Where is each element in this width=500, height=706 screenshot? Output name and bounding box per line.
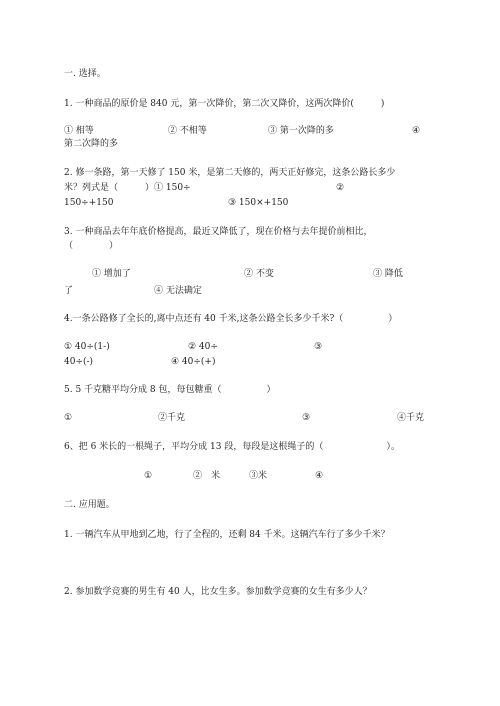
q6-option-3: ③米 <box>249 471 268 481</box>
q6-option-1: ① <box>144 471 153 481</box>
section1-title: 一. 选择。 <box>64 69 106 79</box>
q3-option-4: ④ 无法确定 <box>154 286 202 296</box>
q4-option-4: ④ 40÷(+) <box>171 357 216 367</box>
q2-line-1: 2. 修一条路，第一天修了 150 米，是第二天修的，两天正好修完，这条公路长多少 <box>64 168 396 178</box>
q4-option-1: ① 40÷(1-) <box>64 342 110 352</box>
q3-line-1: 3. 一种商品去年年底价格提高，最近又降低了，现在价格与去年提价前相比， <box>64 227 373 237</box>
q2-option-3: ③ 150×+150 <box>228 198 289 208</box>
q1-option-3: ③ 第一次降的多 <box>268 126 334 136</box>
q3-option-1: ① 增加了 <box>92 269 131 279</box>
q3-option-2: ② 不变 <box>244 269 274 279</box>
q4-option-2: ② 40÷ <box>188 342 218 352</box>
q1-option-2: ② 不相等 <box>168 126 207 136</box>
q5-text: 5. 5 千克糖平均分成 8 包，每包糖重（ ） <box>64 385 276 395</box>
app-q1-text: 1. 一辆汽车从甲地到乙地，行了全程的，还剩 84 千米。这辆汽车行了多少千米？ <box>64 530 390 540</box>
q5-option-1: ① <box>64 413 73 423</box>
q5-option-4: ④千克 <box>397 413 425 423</box>
q4-option-3: ③ <box>314 342 323 352</box>
q2-line-2: 米？列式是（ ）① 150÷ <box>64 183 191 193</box>
q4-text: 4.一条公路修了全长的,离中点还有 40 千米,这条公路全长多少千米?（ ） <box>64 314 398 324</box>
q6-text: 6、把 6 米长的一根绳子，平均分成 13 段，每段是这根绳子的（ ）。 <box>64 442 400 452</box>
q3-answer-blank: （ ） <box>64 241 119 251</box>
q6-option-4: ④ <box>315 471 324 481</box>
q2-option-2: ② <box>336 183 345 193</box>
q3-option-3: ③ 降低 <box>373 269 403 279</box>
q1-option-4: ④ <box>412 126 421 136</box>
q1-option-4-continued: 第二次降的多 <box>64 139 119 149</box>
q5-option-2: ②千克 <box>158 413 186 423</box>
q3-option-3-continued: 了 <box>64 286 74 296</box>
q2-option-2-expression: 150÷+150 <box>64 198 114 208</box>
q6-option-2: ② 米 <box>193 471 221 481</box>
q4-option-3-continued: 40÷(-) <box>64 357 94 367</box>
q5-option-3: ③ <box>302 413 311 423</box>
app-q2-text: 2. 参加数学竞赛的男生有 40 人，比女生多。参加数学竞赛的女生有多少人？ <box>64 587 372 597</box>
q1-option-1: ① 相等 <box>64 126 94 136</box>
q1-text: 1. 一种商品的原价是 840 元，第一次降价，第二次又降价，这两次降价( ) <box>64 99 385 109</box>
section2-title: 二. 应用题。 <box>64 500 115 510</box>
